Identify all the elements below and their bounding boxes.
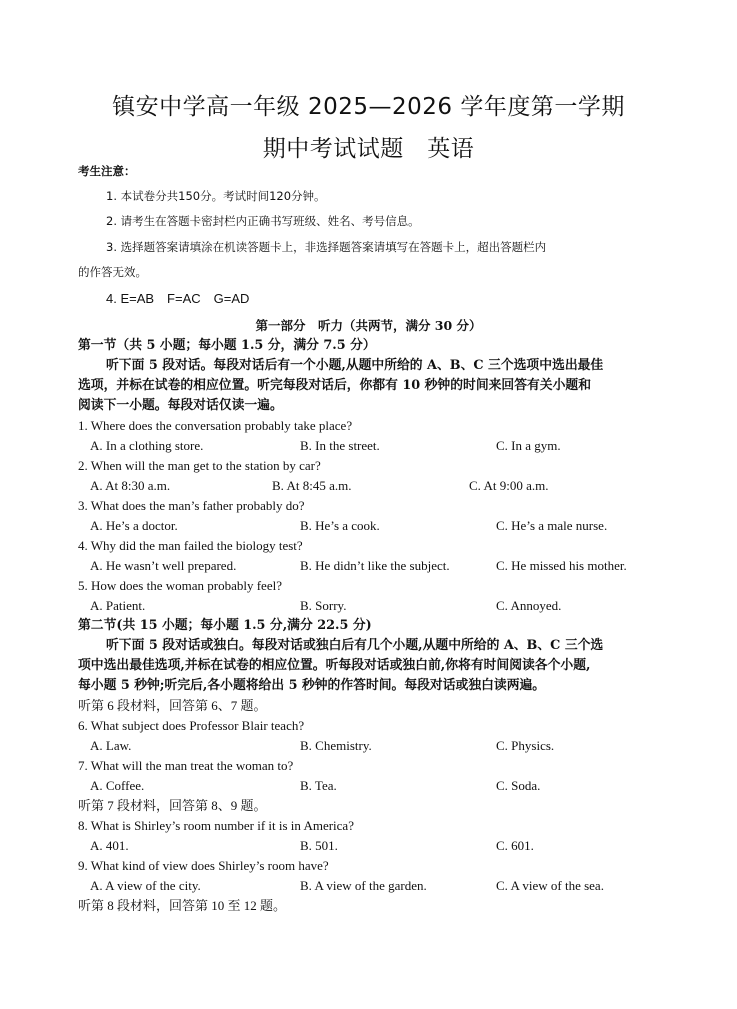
section2-directions-line1: 听下面 5 段对话或独白。每段对话或独白后有几个小题,从题中所给的 A、B、C 三个选 — [106, 638, 604, 653]
question-2-option-c: C. At 9:00 a.m. — [469, 478, 549, 493]
notice-item-3b: 的作答无效。 — [78, 265, 147, 279]
question-3: 3. What does the man’s father probably do? — [78, 498, 305, 513]
question-9-option-c: C. A view of the sea. — [496, 878, 604, 893]
question-8: 8. What is Shirley’s room number if it is in America? — [78, 818, 354, 833]
material-7-instruction: 听第 7 段材料，回答第 8、9 题。 — [78, 798, 267, 813]
question-8-option-a: A. 401. — [90, 838, 129, 853]
question-3-option-c: C. He’s a male nurse. — [496, 518, 608, 533]
question-7-option-a: A. Coffee. — [90, 778, 145, 793]
notice-item-2: 2. 请考生在答题卡密封栏内正确书写班级、姓名、考号信息。 — [106, 214, 420, 228]
question-6: 6. What subject does Professor Blair teach? — [78, 718, 305, 733]
question-5-option-b: B. Sorry. — [300, 598, 347, 613]
notice-item-1: 1. 本试卷分共150分。考试时间120分钟。 — [106, 189, 326, 203]
question-1-option-a: A. In a clothing store. — [90, 438, 204, 453]
section2-heading: 第二节(共 15 小题；每小题 1.5 分,满分 22.5 分) — [78, 618, 372, 633]
question-4-option-c: C. He missed his mother. — [496, 558, 627, 573]
exam-title-line2: 期中考试试题 英语 — [262, 136, 475, 162]
question-1-option-c: C. In a gym. — [496, 438, 561, 453]
question-4-option-b: B. He didn’t like the subject. — [300, 558, 450, 573]
question-3-option-a: A. He’s a doctor. — [90, 518, 178, 533]
material-6-instruction: 听第 6 段材料，回答第 6、7 题。 — [78, 698, 267, 713]
question-6-option-b: B. Chemistry. — [300, 738, 372, 753]
question-9: 9. What kind of view does Shirley’s room have? — [78, 858, 329, 873]
question-3-option-b: B. He’s a cook. — [300, 518, 380, 533]
question-5-option-a: A. Patient. — [90, 598, 146, 613]
question-2-option-a: A. At 8:30 a.m. — [90, 478, 171, 493]
section1-directions-line3: 阅读下一小题。每段对话仅读一遍。 — [78, 398, 283, 413]
exam-title-line1: 镇安中学高一年级 2025—2026 学年度第一学期 — [112, 94, 625, 120]
question-4: 4. Why did the man failed the biology test? — [78, 538, 303, 553]
section1-directions-line1: 听下面 5 段对话。每段对话后有一个小题,从题中所给的 A、B、C 三个选项中选出最佳 — [106, 358, 604, 373]
question-7: 7. What will the man treat the woman to? — [78, 758, 294, 773]
question-8-option-b: B. 501. — [300, 838, 338, 853]
material-8-instruction: 听第 8 段材料，回答第 10 至 12 题。 — [78, 898, 287, 913]
notice-item-4: 4. E=AB F=AC G=AD — [106, 291, 250, 306]
question-5: 5. How does the woman probably feel? — [78, 578, 282, 593]
question-1: 1. Where does the conversation probably take place? — [78, 418, 353, 433]
section2-directions-line2: 项中选出最佳选项,并标在试卷的相应位置。听每段对话或独白前,你将有时间阅读各个小题, — [78, 658, 591, 673]
notice-item-3a: 3. 选择题答案请填涂在机读答题卡上，非选择题答案请填写在答题卡上，超出答题栏内 — [106, 240, 547, 254]
question-8-option-c: C. 601. — [496, 838, 534, 853]
notice-heading: 考生注意： — [78, 164, 136, 178]
question-2-option-b: B. At 8:45 a.m. — [272, 478, 352, 493]
question-1-option-b: B. In the street. — [300, 438, 380, 453]
question-9-option-a: A. A view of the city. — [90, 878, 201, 893]
question-4-option-a: A. He wasn’t well prepared. — [90, 558, 237, 573]
question-5-option-c: C. Annoyed. — [496, 598, 562, 613]
question-6-option-c: C. Physics. — [496, 738, 555, 753]
question-9-option-b: B. A view of the garden. — [300, 878, 427, 893]
question-6-option-a: A. Law. — [90, 738, 132, 753]
question-7-option-b: B. Tea. — [300, 778, 337, 793]
question-7-option-c: C. Soda. — [496, 778, 541, 793]
question-2: 2. When will the man get to the station by car? — [78, 458, 321, 473]
section1-directions-line2: 选项，并标在试卷的相应位置。听完每段对话后，你都有 10 秒钟的时间来回答有关小题和 — [78, 378, 591, 393]
part1-heading: 第一部分 听力（共两节，满分 30 分） — [255, 318, 482, 333]
section1-heading: 第一节（共 5 小题；每小题 1.5 分，满分 7.5 分） — [78, 338, 376, 353]
section2-directions-line3: 每小题 5 秒钟;听完后,各小题将给出 5 秒钟的作答时间。每段对话或独白读两遍。 — [78, 678, 546, 693]
